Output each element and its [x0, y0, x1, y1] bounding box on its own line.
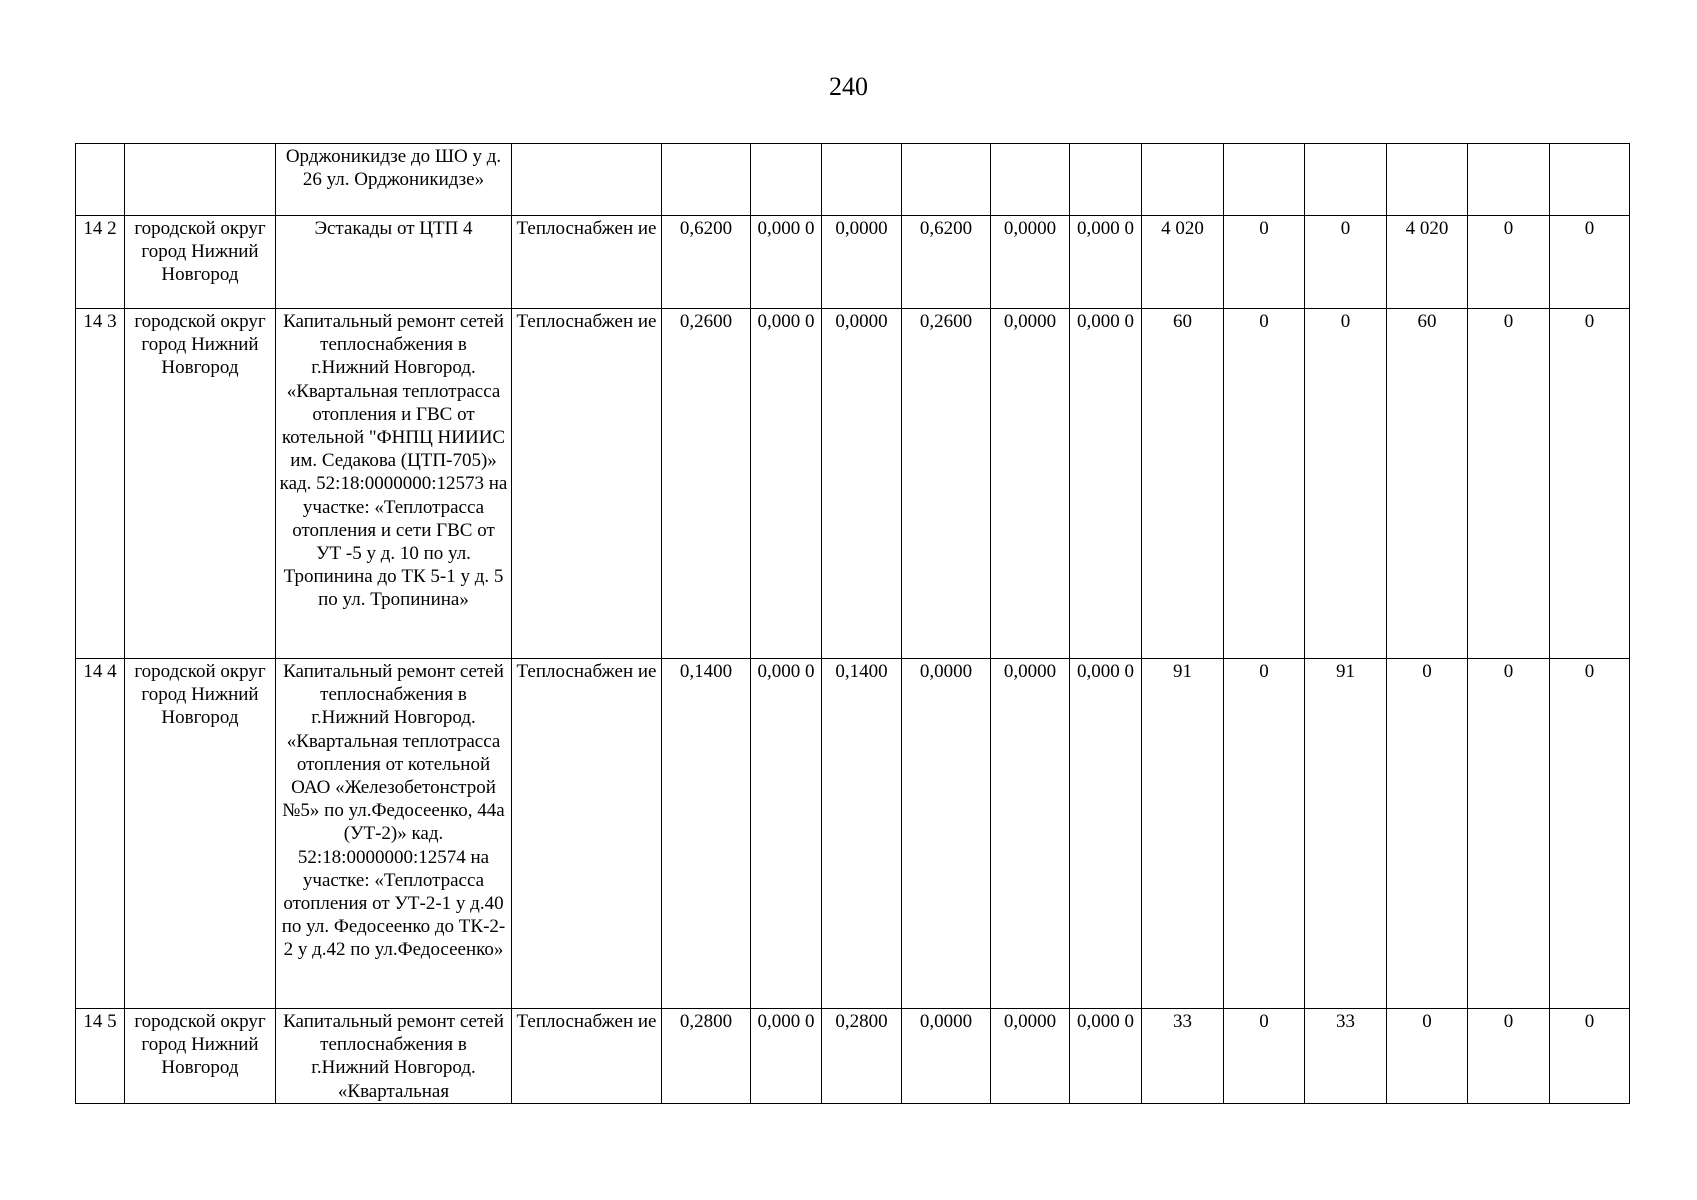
value-cell-5: 0,0000: [991, 216, 1070, 309]
value-cell-4: [902, 144, 991, 216]
object-description-cell: Орджоникидзе до ШО у д. 26 ул. Орджоникидзе»: [276, 144, 512, 216]
value-cell-3: 0,2800: [822, 1009, 902, 1104]
value-cell-1: 0,6200: [662, 216, 751, 309]
network-type-cell: Теплоснабжен ие: [512, 216, 662, 309]
value-cell-7: [1142, 144, 1224, 216]
value-cell-8: 0: [1224, 1009, 1305, 1104]
network-type-cell: [512, 144, 662, 216]
object-description-cell: Капитальный ремонт сетей теплоснабжения в г.Нижний Новгород. «Квартальная теплотрасса отопления от котельной ОАО «Железобетонстрой №5» по ул.Федосеенко, 44а (УТ-2)» кад. 52:18:0000000:12574 на участке: «Теплотрасса отопления от УТ-2-1 у д.40 по ул. Федосеенко до ТК-2-2 у д.42 по ул.Федосеенко»: [276, 659, 512, 1009]
object-description-cell: Капитальный ремонт сетей теплоснабжения в г.Нижний Новгород. «Квартальная теплотрасса отопления и ГВС от котельной "ФНПЦ НИИИС им. Седакова (ЦТП-705)» кад. 52:18:0000000:12573 на участке: «Теплотрасса отопления и сети ГВС от УТ -5 у д. 10 по ул. Тропинина до ТК 5-1 у д. 5 по ул. Тропинина»: [276, 309, 512, 659]
value-cell-3: 0,0000: [822, 216, 902, 309]
value-cell-11: [1468, 144, 1550, 216]
value-cell-12: [1550, 144, 1630, 216]
value-cell-10: 0: [1387, 659, 1468, 1009]
value-cell-7: 60: [1142, 309, 1224, 659]
value-cell-6: 0,000 0: [1070, 1009, 1142, 1104]
municipality-cell: городской округ город Нижний Новгород: [125, 309, 276, 659]
value-cell-10: 60: [1387, 309, 1468, 659]
value-cell-2: 0,000 0: [751, 1009, 822, 1104]
value-cell-1: 0,1400: [662, 659, 751, 1009]
row-number-cell: 14 5: [76, 1009, 125, 1104]
row-number-cell: 14 2: [76, 216, 125, 309]
value-cell-9: 91: [1305, 659, 1387, 1009]
municipality-cell: городской округ город Нижний Новгород: [125, 216, 276, 309]
value-cell-5: [991, 144, 1070, 216]
value-cell-6: 0,000 0: [1070, 659, 1142, 1009]
value-cell-4: 0,0000: [902, 1009, 991, 1104]
value-cell-7: 4 020: [1142, 216, 1224, 309]
table-row: [76, 144, 1630, 216]
value-cell-10: [1387, 144, 1468, 216]
page-number: 240: [829, 72, 868, 101]
object-description-cell: Капитальный ремонт сетей теплоснабжения в г.Нижний Новгород. «Квартальная: [276, 1009, 512, 1104]
data-table: [75, 143, 1630, 1104]
table-row: [76, 659, 1630, 1009]
row-number-cell: 14 4: [76, 659, 125, 1009]
value-cell-8: 0: [1224, 309, 1305, 659]
network-type-cell: Теплоснабжен ие: [512, 309, 662, 659]
value-cell-11: 0: [1468, 216, 1550, 309]
value-cell-8: [1224, 144, 1305, 216]
value-cell-5: 0,0000: [991, 1009, 1070, 1104]
value-cell-11: 0: [1468, 659, 1550, 1009]
table-row: [76, 309, 1630, 659]
value-cell-1: 0,2600: [662, 309, 751, 659]
value-cell-2: 0,000 0: [751, 216, 822, 309]
value-cell-6: [1070, 144, 1142, 216]
value-cell-12: 0: [1550, 659, 1630, 1009]
network-type-cell: Теплоснабжен ие: [512, 1009, 662, 1104]
value-cell-5: 0,0000: [991, 309, 1070, 659]
table-row: [76, 216, 1630, 309]
value-cell-12: 0: [1550, 309, 1630, 659]
value-cell-8: 0: [1224, 659, 1305, 1009]
value-cell-6: 0,000 0: [1070, 216, 1142, 309]
value-cell-12: 0: [1550, 1009, 1630, 1104]
value-cell-4: 0,0000: [902, 659, 991, 1009]
value-cell-12: 0: [1550, 216, 1630, 309]
value-cell-2: 0,000 0: [751, 309, 822, 659]
value-cell-7: 33: [1142, 1009, 1224, 1104]
value-cell-9: [1305, 144, 1387, 216]
value-cell-5: 0,0000: [991, 659, 1070, 1009]
value-cell-1: [662, 144, 751, 216]
object-description-cell: Эстакады от ЦТП 4: [276, 216, 512, 309]
value-cell-3: [822, 144, 902, 216]
value-cell-2: [751, 144, 822, 216]
value-cell-1: 0,2800: [662, 1009, 751, 1104]
network-type-cell: Теплоснабжен ие: [512, 659, 662, 1009]
row-number-cell: [76, 144, 125, 216]
value-cell-3: 0,1400: [822, 659, 902, 1009]
value-cell-11: 0: [1468, 309, 1550, 659]
value-cell-7: 91: [1142, 659, 1224, 1009]
table-row: [76, 1009, 1630, 1104]
value-cell-3: 0,0000: [822, 309, 902, 659]
value-cell-4: 0,6200: [902, 216, 991, 309]
value-cell-11: 0: [1468, 1009, 1550, 1104]
value-cell-10: 4 020: [1387, 216, 1468, 309]
municipality-cell: городской округ город Нижний Новгород: [125, 1009, 276, 1104]
value-cell-9: 33: [1305, 1009, 1387, 1104]
value-cell-9: 0: [1305, 216, 1387, 309]
value-cell-8: 0: [1224, 216, 1305, 309]
row-number-cell: 14 3: [76, 309, 125, 659]
value-cell-4: 0,2600: [902, 309, 991, 659]
value-cell-6: 0,000 0: [1070, 309, 1142, 659]
municipality-cell: городской округ город Нижний Новгород: [125, 659, 276, 1009]
value-cell-10: 0: [1387, 1009, 1468, 1104]
value-cell-2: 0,000 0: [751, 659, 822, 1009]
value-cell-9: 0: [1305, 309, 1387, 659]
municipality-cell: [125, 144, 276, 216]
